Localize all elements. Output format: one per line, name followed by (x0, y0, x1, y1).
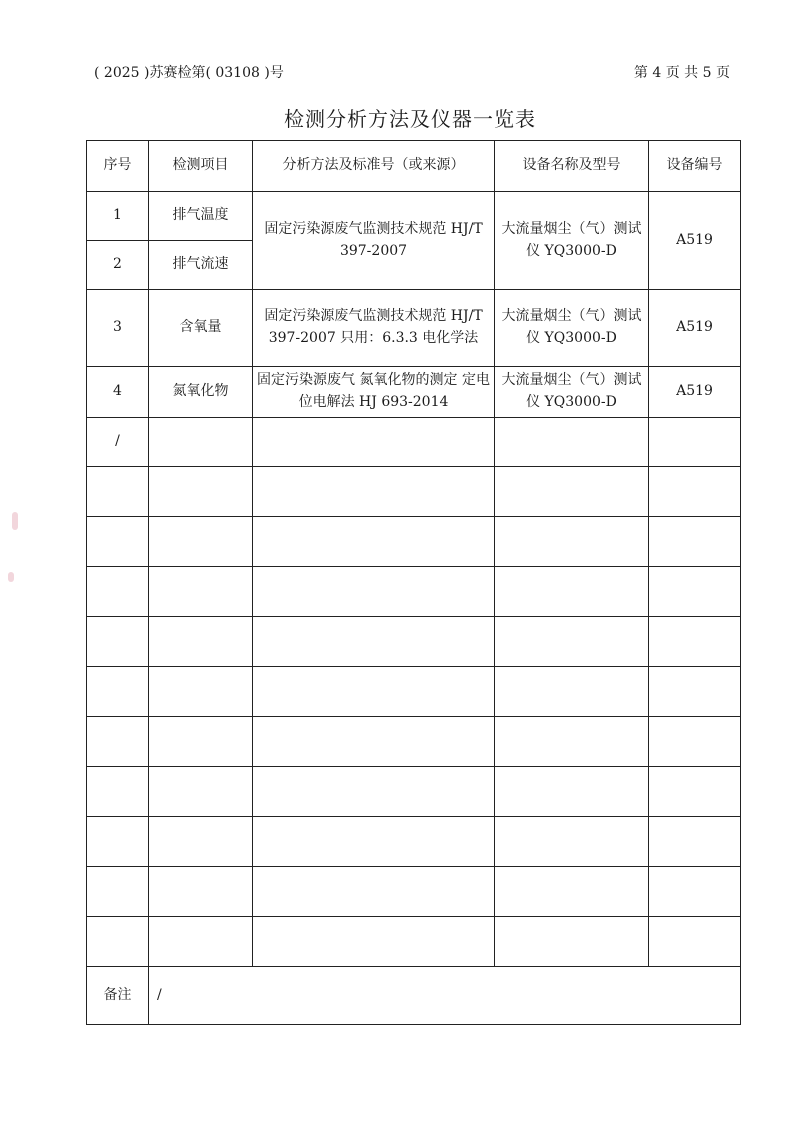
cell-equipment: 大流量烟尘（气）测试仪 YQ3000-D (495, 367, 649, 418)
page-info: 第 4 页 共 5 页 (633, 65, 730, 81)
page-title: 检测分析方法及仪器一览表 (284, 107, 536, 131)
empty-row (87, 517, 741, 567)
remarks-row (87, 967, 741, 1025)
scan-mark (8, 572, 14, 582)
cell-no: 3 (87, 290, 149, 367)
cell-item: 排气温度 (149, 192, 253, 241)
scan-mark (12, 512, 18, 530)
cell-equipment: 大流量烟尘（气）测试仪 YQ3000-D (495, 192, 649, 290)
cell-equip-no: A519 (649, 367, 741, 418)
report-number: ( 2025 )苏赛检第( 03108 )号 (94, 65, 284, 81)
cell-equipment: 大流量烟尘（气）测试仪 YQ3000-D (495, 290, 649, 367)
methods-instruments-table (86, 140, 741, 1025)
cell-no: 2 (87, 241, 149, 290)
col-header-equip-no: 设备编号 (649, 141, 741, 192)
empty-row (87, 917, 741, 967)
table-row (87, 367, 741, 418)
cell-no: 4 (87, 367, 149, 418)
cell-equip-no: A519 (649, 290, 741, 367)
col-header-no: 序号 (87, 141, 149, 192)
table-row (87, 290, 741, 367)
table-row (87, 192, 741, 241)
cell-item: 含氧量 (149, 290, 253, 367)
cell-item: 氮氧化物 (149, 367, 253, 418)
cell-method: 固定污染源废气监测技术规范 HJ/T 397-2007 (253, 192, 495, 290)
col-header-equipment: 设备名称及型号 (495, 141, 649, 192)
empty-row (87, 567, 741, 617)
table-header-row (87, 141, 741, 192)
empty-row (87, 667, 741, 717)
col-header-item: 检测项目 (149, 141, 253, 192)
cell-item: 排气流速 (149, 241, 253, 290)
empty-row (87, 867, 741, 917)
cell-no: / (87, 418, 149, 467)
remarks-label: 备注 (87, 967, 149, 1025)
empty-row (87, 767, 741, 817)
cell-method: 固定污染源废气 氮氧化物的测定 定电位电解法 HJ 693-2014 (253, 367, 495, 418)
cell-equip-no: A519 (649, 192, 741, 290)
remarks-value: / (149, 967, 741, 1025)
empty-row (87, 467, 741, 517)
col-header-method: 分析方法及标准号（或来源） (253, 141, 495, 192)
empty-row (87, 617, 741, 667)
cell-no: 1 (87, 192, 149, 241)
table-row (87, 418, 741, 467)
empty-row (87, 717, 741, 767)
cell-method: 固定污染源废气监测技术规范 HJ/T 397-2007 只用：6.3.3 电化学法 (253, 290, 495, 367)
empty-row (87, 817, 741, 867)
